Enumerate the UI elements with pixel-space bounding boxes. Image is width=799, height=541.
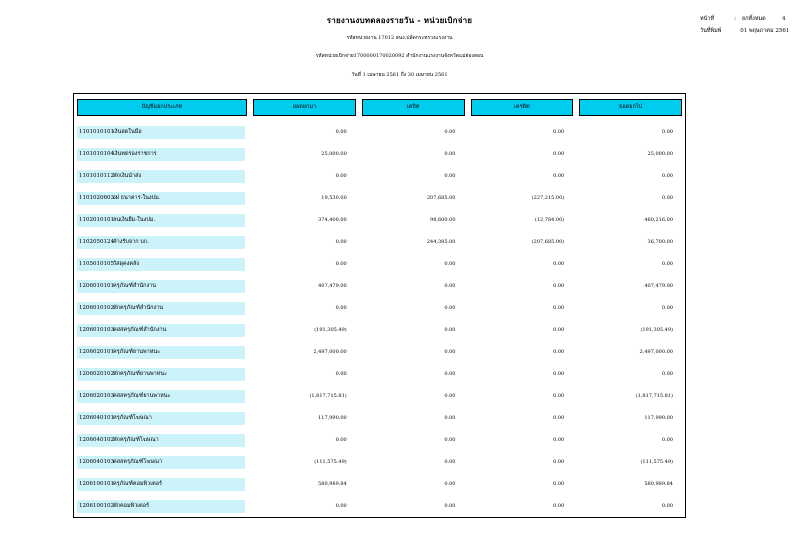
page-count: 4 xyxy=(781,16,786,22)
credit-value: 0.00 xyxy=(553,481,565,487)
carried-forward-value: 460,216.00 xyxy=(644,217,673,223)
trial-balance-table xyxy=(73,93,686,518)
date-range-line: วันที่ 1 เมษายน 2561 ถึง 30 เมษายน 2561 xyxy=(351,72,448,78)
account-name: ลนเงินยืม-ในงปม. xyxy=(113,216,156,223)
table-row xyxy=(74,385,685,407)
debit-value: 0.00 xyxy=(444,283,456,289)
header-cell xyxy=(74,94,250,121)
credit-value: 0.00 xyxy=(553,151,565,157)
brought-forward-value: 19,530.00 xyxy=(321,195,347,201)
brought-forward-value: 0.00 xyxy=(335,261,347,267)
page-value: ยกทั้งหมด xyxy=(742,16,766,22)
debit-value: 0.00 xyxy=(444,371,456,377)
account-name: พักครุภัณฑ์โฆษณา xyxy=(113,436,159,443)
account-box xyxy=(77,258,245,271)
account-code: 1206010103 xyxy=(79,326,114,333)
account-name: พักครุภัณฑ์สำนักงาน xyxy=(113,304,163,311)
carried-forward-value: 117,990.00 xyxy=(644,415,673,421)
carried-forward-value: 407,479.00 xyxy=(644,283,673,289)
account-code: 1206020102 xyxy=(79,370,114,377)
brought-forward-value: 0.00 xyxy=(335,371,347,377)
brought-forward-value: (191,305.49) xyxy=(314,327,347,333)
carried-forward-value: 25,000.00 xyxy=(647,151,673,157)
account-name: เงินทดรองราชการ xyxy=(113,150,157,157)
account-box xyxy=(77,346,245,359)
account-name: พักคอมพิวเตอร์ xyxy=(113,502,149,509)
credit-value: 0.00 xyxy=(553,327,565,333)
account-box xyxy=(77,390,245,403)
debit-value: 0.00 xyxy=(444,437,456,443)
print-date-info xyxy=(700,27,789,35)
page-label: หน้าที่ xyxy=(700,16,715,22)
account-cell xyxy=(74,275,250,297)
account-code: 1101010104 xyxy=(79,150,114,157)
header-cell xyxy=(576,94,685,121)
page-info xyxy=(700,15,785,23)
print-date-label: วันที่พิมพ์ xyxy=(700,28,722,34)
account-code: 1101020603 xyxy=(79,194,114,201)
account-box xyxy=(77,236,245,249)
brought-forward-value: 0.00 xyxy=(335,305,347,311)
table-row xyxy=(74,187,685,209)
table-row xyxy=(74,121,685,143)
account-name: พักครุภัณฑ์ยานพาหนะ xyxy=(113,370,168,377)
brought-forward-value: (1,817,715.81) xyxy=(309,393,347,399)
brought-forward-value: 0.00 xyxy=(335,129,347,135)
table-row xyxy=(74,495,685,517)
account-code: 1101010112 xyxy=(79,172,114,179)
debit-value: 0.00 xyxy=(444,261,456,267)
debit-value: 0.00 xyxy=(444,349,456,355)
account-box xyxy=(77,192,245,205)
account-code: 1105010105 xyxy=(79,260,114,267)
account-box xyxy=(77,434,245,447)
debit-value: 0.00 xyxy=(444,151,456,157)
print-date-value: 01 พฤษภาคม 2561 xyxy=(740,28,790,34)
account-name: คสสครุภัณฑ์ยานพาหนะ xyxy=(113,392,171,399)
table-row xyxy=(74,407,685,429)
brought-forward-value: 407,479.00 xyxy=(318,283,347,289)
account-box xyxy=(77,478,245,491)
account-cell xyxy=(74,473,250,495)
account-box xyxy=(77,368,245,381)
account-cell xyxy=(74,165,250,187)
account-box xyxy=(77,126,245,139)
account-cell xyxy=(74,363,250,385)
account-box xyxy=(77,324,245,337)
brought-forward-value: 117,990.00 xyxy=(318,415,347,421)
table-row xyxy=(74,297,685,319)
account-name: ครุภัณฑ์คอมพิวเตอร์ xyxy=(113,480,162,487)
account-name: พักเงินนำส่ง xyxy=(113,172,142,179)
table-row xyxy=(74,363,685,385)
report-title: รายงานงบทดลองรายวัน - หน่วยเบิกจ่าย xyxy=(326,15,473,25)
table-row xyxy=(74,253,685,275)
table-row xyxy=(74,231,685,253)
account-cell xyxy=(74,319,250,341)
credit-value: (12,784.00) xyxy=(534,217,565,223)
debit-value: 0.00 xyxy=(444,173,456,179)
debit-value: 207,685.00 xyxy=(426,195,456,201)
brought-forward-value: 25,000.00 xyxy=(321,151,347,157)
debit-value: 244,385.00 xyxy=(426,239,456,245)
account-box xyxy=(77,170,245,183)
account-name: ครุภัณฑ์สำนักงาน xyxy=(113,282,156,289)
carried-forward-value: 0.00 xyxy=(661,261,673,267)
account-code: 1206100102 xyxy=(79,502,114,509)
credit-value: 0.00 xyxy=(553,459,565,465)
account-box xyxy=(77,456,245,469)
account-cell xyxy=(74,495,250,517)
credit-value: 0.00 xyxy=(553,261,565,267)
account-code: 1206010102 xyxy=(79,304,114,311)
account-code: 1206040102 xyxy=(79,436,114,443)
credit-value: 0.00 xyxy=(553,371,565,377)
table-row xyxy=(74,451,685,473)
account-code: 1206040101 xyxy=(79,414,114,421)
account-box xyxy=(77,214,245,227)
account-box xyxy=(77,500,245,513)
credit-value: 0.00 xyxy=(553,129,565,135)
brought-forward-value: 0.00 xyxy=(335,173,347,179)
account-code: 1206020101 xyxy=(79,348,114,355)
debit-value: 0.00 xyxy=(444,481,456,487)
account-code: 1102050124 xyxy=(79,238,114,245)
header-cell xyxy=(250,94,359,121)
account-cell xyxy=(74,385,250,407)
account-cell xyxy=(74,143,250,165)
credit-value: 0.00 xyxy=(553,349,565,355)
account-cell xyxy=(74,407,250,429)
account-name: คสสครุภัณฑ์สำนักงาน xyxy=(113,326,167,333)
account-cell xyxy=(74,253,250,275)
brought-forward-value: 0.00 xyxy=(335,239,347,245)
account-cell xyxy=(74,297,250,319)
table-row xyxy=(74,275,685,297)
credit-value: (227,215.00) xyxy=(531,195,565,201)
account-cell xyxy=(74,121,250,143)
account-box xyxy=(77,302,245,315)
table-row xyxy=(74,473,685,495)
carried-forward-value: 0.00 xyxy=(661,371,673,377)
account-name: งฝ ธนาคาร-ในงปม. xyxy=(113,194,161,201)
brought-forward-value: 0.00 xyxy=(335,437,347,443)
debit-value: 0.00 xyxy=(444,393,456,399)
credit-value: 0.00 xyxy=(553,305,565,311)
table-header-row xyxy=(74,94,685,121)
debit-value: 0.00 xyxy=(444,327,456,333)
account-name: ค้างรับจาก บก. xyxy=(113,238,149,245)
carried-forward-value: 0.00 xyxy=(661,129,673,135)
account-name: ครุภัณฑ์โฆษณา xyxy=(113,414,152,421)
credit-value: 0.00 xyxy=(553,173,565,179)
header-account: บัญชีแยกประเภท xyxy=(77,99,247,116)
carried-forward-value: (111,575.49) xyxy=(640,459,673,465)
account-name: เงินสดในมือ xyxy=(113,128,142,135)
account-code: 1206100101 xyxy=(79,480,114,487)
account-cell xyxy=(74,451,250,473)
debit-value: 0.00 xyxy=(444,503,456,509)
brought-forward-value: 0.00 xyxy=(335,503,347,509)
table-row xyxy=(74,341,685,363)
account-cell xyxy=(74,341,250,363)
debit-value: 0.00 xyxy=(444,129,456,135)
credit-value: 0.00 xyxy=(553,283,565,289)
carried-forward-value: (1,817,715.81) xyxy=(635,393,673,399)
department-line: รหัสหน่วยงาน 17012 สนง.ปลัดกระทรวงแรงงาน xyxy=(346,35,453,41)
account-code: 1101010101 xyxy=(79,128,114,135)
credit-value: 0.00 xyxy=(553,393,565,399)
table-row xyxy=(74,319,685,341)
credit-value: (207,685.00) xyxy=(531,239,565,245)
account-name: วัสดุคงคลัง xyxy=(113,260,140,267)
table-row xyxy=(74,143,685,165)
brought-forward-value: 2,497,000.00 xyxy=(313,349,347,355)
brought-forward-value: 374,400.00 xyxy=(318,217,347,223)
account-box xyxy=(77,148,245,161)
account-box xyxy=(77,280,245,293)
carried-forward-value: 0.00 xyxy=(661,173,673,179)
account-name: คสสครุภัณฑ์โฆษณา xyxy=(113,458,163,465)
header-debit: เดบิต xyxy=(362,99,465,116)
carried-forward-value: 580,989.84 xyxy=(644,481,673,487)
account-cell xyxy=(74,429,250,451)
account-code: 1206020103 xyxy=(79,392,114,399)
header-credit: เครดิต xyxy=(471,99,574,116)
debit-value: 0.00 xyxy=(444,305,456,311)
account-cell xyxy=(74,209,250,231)
account-box xyxy=(77,412,245,425)
page-separator: : xyxy=(734,16,736,22)
account-code: 1206040103 xyxy=(79,458,114,465)
carried-forward-value: (191,305.49) xyxy=(640,327,673,333)
carried-forward-value: 0.00 xyxy=(661,437,673,443)
credit-value: 0.00 xyxy=(553,415,565,421)
account-cell xyxy=(74,187,250,209)
brought-forward-value: 580,989.84 xyxy=(318,481,347,487)
header-cell xyxy=(468,94,577,121)
carried-forward-value: 2,497,000.00 xyxy=(639,349,673,355)
account-cell xyxy=(74,231,250,253)
disbursement-unit-line: รหัสหน่วยเบิกจ่าย1700000170020092 สำนักงานแรงงานจังหวัดแม่ฮ่องสอน xyxy=(315,53,484,59)
header-brought-forward: ยอดยกมา xyxy=(253,99,356,116)
credit-value: 0.00 xyxy=(553,503,565,509)
carried-forward-value: 0.00 xyxy=(661,503,673,509)
brought-forward-value: (111,575.49) xyxy=(314,459,347,465)
credit-value: 0.00 xyxy=(553,437,565,443)
carried-forward-value: 0.00 xyxy=(661,195,673,201)
header-cell xyxy=(359,94,468,121)
table-row xyxy=(74,165,685,187)
account-name: ครุภัณฑ์ยานพาหนะ xyxy=(113,348,161,355)
table-row xyxy=(74,209,685,231)
debit-value: 0.00 xyxy=(444,415,456,421)
debit-value: 0.00 xyxy=(444,459,456,465)
carried-forward-value: 36,700.00 xyxy=(647,239,673,245)
table-row xyxy=(74,429,685,451)
account-code: 1206010101 xyxy=(79,282,114,289)
debit-value: 98,600.00 xyxy=(430,217,456,223)
header-carried-forward: ยอดยกไป xyxy=(579,99,682,116)
carried-forward-value: 0.00 xyxy=(661,305,673,311)
account-code: 1102010101 xyxy=(79,216,114,223)
